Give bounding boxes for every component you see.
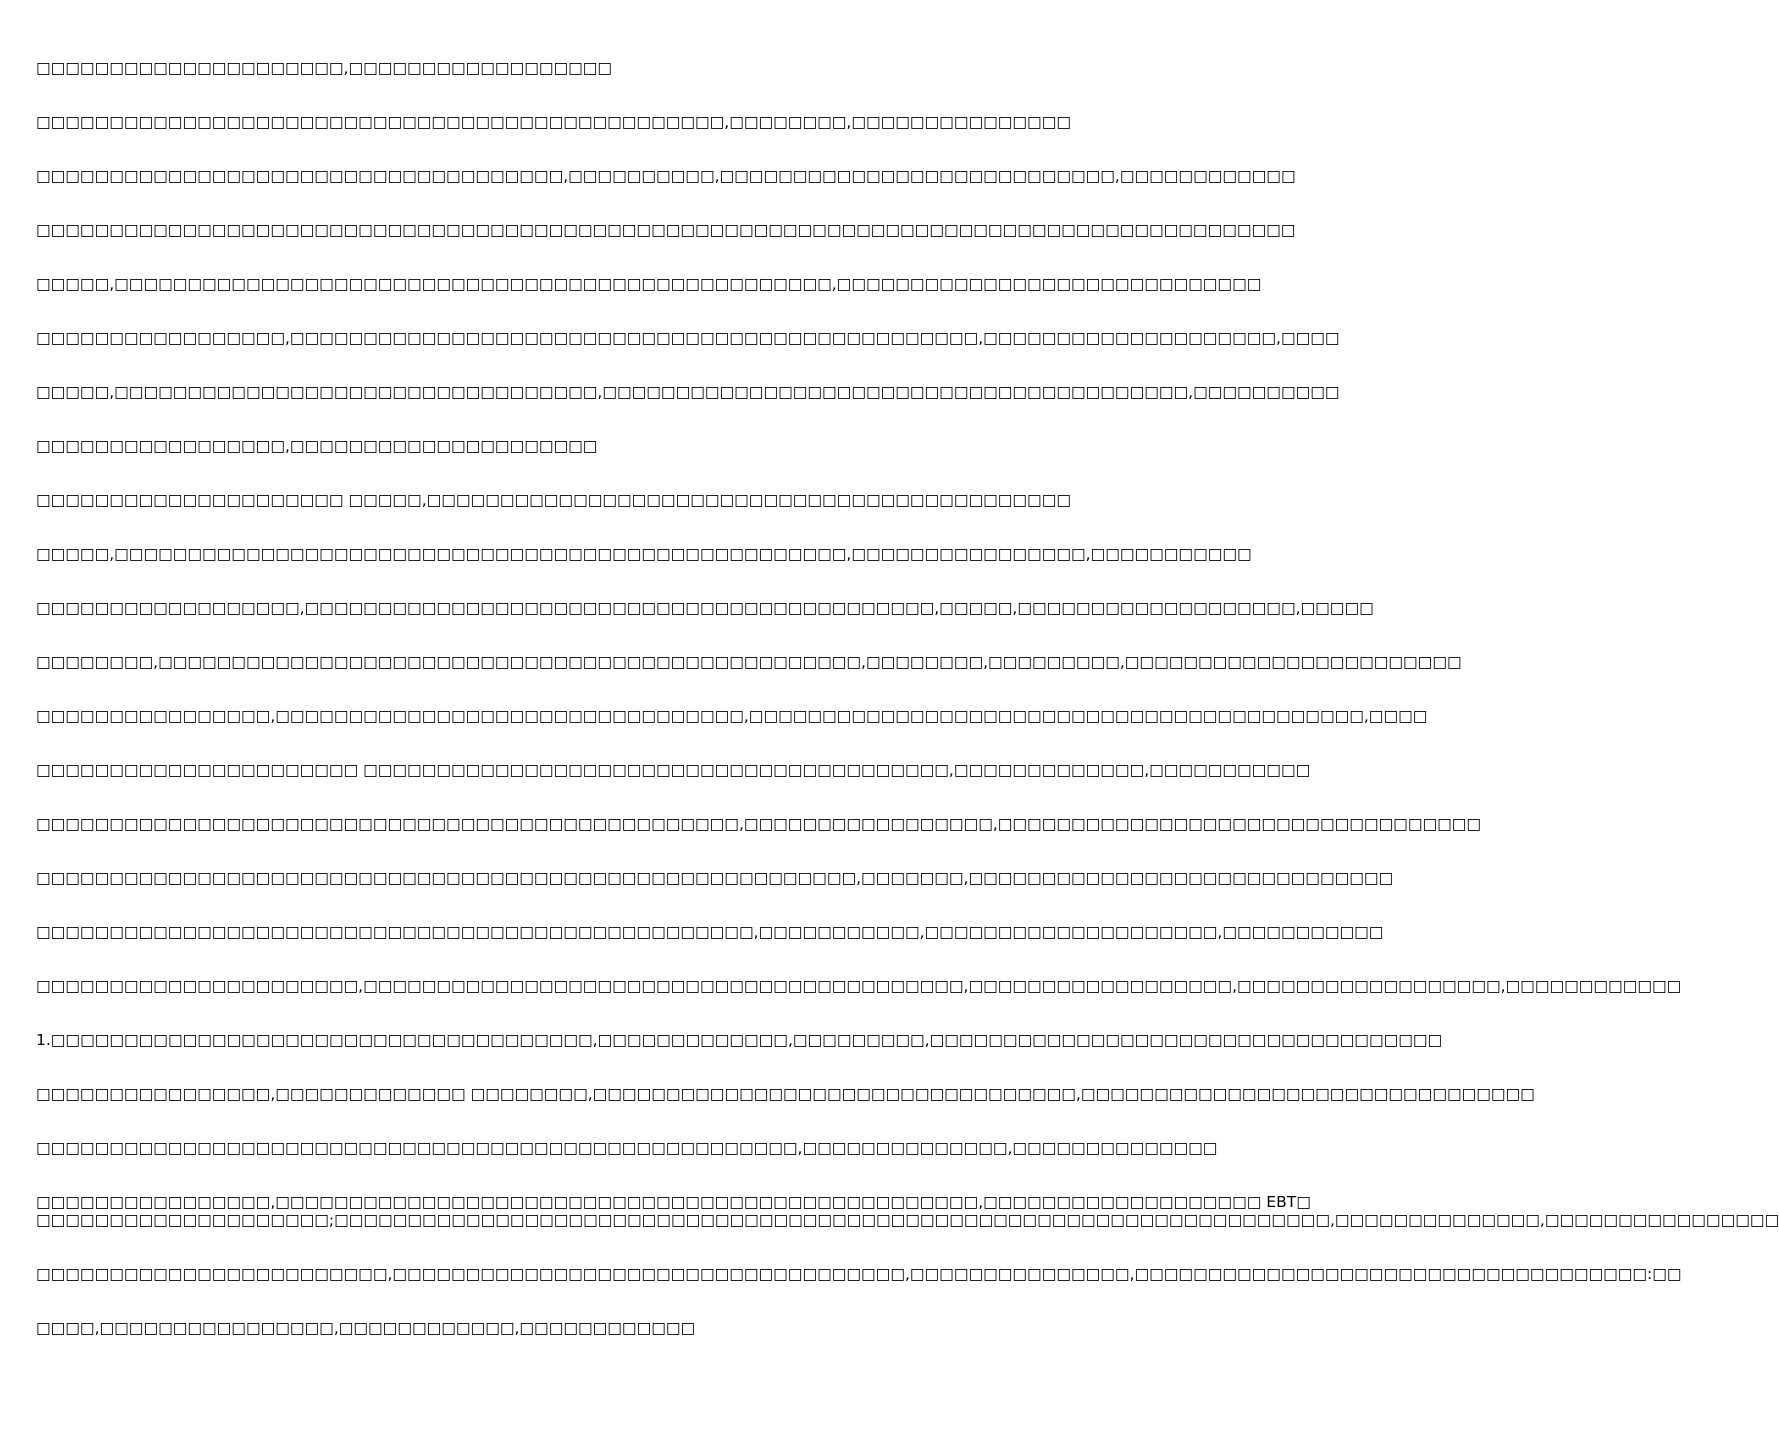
text-line-19: 1.□□□□□□□□□□□□□□□□□□□□□□□□□□□□□□□□□□□□□,□□□□□□□□□□□□□,□□□□□□□□□,□□□□□□□□□□□□□□□□□□□□□□□□□□□□□□□□□□□ (36, 1031, 1443, 1049)
document-body (36, 54, 1779, 1368)
text-line-10: □□□□□,□□□□□□□□□□□□□□□□□□□□□□□□□□□□□□□□□□□□□□□□□□□□□□□□□□,□□□□□□□□□□□□□□□□,□□□□□□□□□□□ (36, 545, 1252, 563)
text-line-5: □□□□□,□□□□□□□□□□□□□□□□□□□□□□□□□□□□□□□□□□□□□□□□□□□□□□□□□,□□□□□□□□□□□□□□□□□□□□□□□□□□□□□ (36, 275, 1262, 293)
text-line-11: □□□□□□□□□□□□□□□□□□,□□□□□□□□□□□□□□□□□□□□□□□□□□□□□□□□□□□□□□□□□□□,□□□□□,□□□□□□□□□□□□□□□□□□□,□□□□□ (36, 599, 1374, 617)
text-line-18: □□□□□□□□□□□□□□□□□□□□□□,□□□□□□□□□□□□□□□□□□□□□□□□□□□□□□□□□□□□□□□□□,□□□□□□□□□□□□□□□□□□,□□□□□□□□□□□□□□□□□□,□□□□□□□□□□□□ (36, 977, 1682, 995)
text-line-22: □□□□□□□□□□□□□□□□,□□□□□□□□□□□□□□□□□□□□□□□□□□□□□□□□□□□□□□□□□□□□□□□□,□□□□□□□□□□□□□□□□□□□ EBT□ (36, 1193, 1311, 1211)
text-line-13: □□□□□□□□□□□□□□□□,□□□□□□□□□□□□□□□□□□□□□□□□□□□□□□□□,□□□□□□□□□□□□□□□□□□□□□□□□□□□□□□□□□□□□□□□□□□,□□□□ (36, 707, 1428, 725)
text-line-6: □□□□□□□□□□□□□□□□□,□□□□□□□□□□□□□□□□□□□□□□□□□□□□□□□□□□□□□□□□□□□□□□□,□□□□□□□□□□□□□□□□□□□□,□□□□ (36, 329, 1340, 347)
text-line-17: □□□□□□□□□□□□□□□□□□□□□□□□□□□□□□□□□□□□□□□□□□□□□□□□□,□□□□□□□□□□□,□□□□□□□□□□□□□□□□□□□□,□□□□□□□□□□□ (36, 923, 1384, 941)
text-line-1: □□□□□□□□□□□□□□□□□□□□□,□□□□□□□□□□□□□□□□□□ (36, 59, 613, 77)
text-line-8: □□□□□□□□□□□□□□□□□,□□□□□□□□□□□□□□□□□□□□□ (36, 437, 598, 455)
text-line-25: □□□□,□□□□□□□□□□□□□□□□,□□□□□□□□□□□□,□□□□□□□□□□□□ (36, 1319, 696, 1337)
text-line-9: □□□□□□□□□□□□□□□□□□□□□ □□□□□,□□□□□□□□□□□□□□□□□□□□□□□□□□□□□□□□□□□□□□□□□□□□ (36, 491, 1071, 509)
text-line-21: □□□□□□□□□□□□□□□□□□□□□□□□□□□□□□□□□□□□□□□□□□□□□□□□□□□□,□□□□□□□□□□□□□□,□□□□□□□□□□□□□□ (36, 1139, 1218, 1157)
text-line-20: □□□□□□□□□□□□□□□□,□□□□□□□□□□□□□ □□□□□□□□,□□□□□□□□□□□□□□□□□□□□□□□□□□□□□□□□□,□□□□□□□□□□□□□□□□□□□□□□□□□□□□□□□ (36, 1085, 1535, 1103)
text-line-12: □□□□□□□□,□□□□□□□□□□□□□□□□□□□□□□□□□□□□□□□□□□□□□□□□□□□□□□□□,□□□□□□□□,□□□□□□□□□,□□□□□□□□□□□□□□□□□□□□□□□ (36, 653, 1462, 671)
text-line-7: □□□□□,□□□□□□□□□□□□□□□□□□□□□□□□□□□□□□□□□,□□□□□□□□□□□□□□□□□□□□□□□□□□□□□□□□□□□□□□□□,□□□□□□□□□□ (36, 383, 1340, 401)
text-line-15: □□□□□□□□□□□□□□□□□□□□□□□□□□□□□□□□□□□□□□□□□□□□□□□□,□□□□□□□□□□□□□□□□□,□□□□□□□□□□□□□□□□□□□□□□□□□□□□□□□□□ (36, 815, 1482, 833)
text-line-23: □□□□□□□□□□□□□□□□□□□□;□□□□□□□□□□□□□□□□□□□□□□□□□□□□□□□□□□□□□□□□□□□□□□□□□□□□□□□□□□□□□□□□□□□□,□□□□□□□□□□□□□□,□□□□□□□□□□□□□□□□ (36, 1211, 1779, 1229)
text-line-3: □□□□□□□□□□□□□□□□□□□□□□□□□□□□□□□□□□□□,□□□□□□□□□□,□□□□□□□□□□□□□□□□□□□□□□□□□□□,□□□□□□□□□□□□ (36, 167, 1296, 185)
text-line-16: □□□□□□□□□□□□□□□□□□□□□□□□□□□□□□□□□□□□□□□□□□□□□□□□□□□□□□□□,□□□□□□□,□□□□□□□□□□□□□□□□□□□□□□□□□□□□□ (36, 869, 1394, 887)
text-line-14: □□□□□□□□□□□□□□□□□□□□□□ □□□□□□□□□□□□□□□□□□□□□□□□□□□□□□□□□□□□□□□□,□□□□□□□□□□□□□,□□□□□□□□□□□ (36, 761, 1311, 779)
text-line-4: □□□□□□□□□□□□□□□□□□□□□□□□□□□□□□□□□□□□□□□□□□□□□□□□□□□□□□□□□□□□□□□□□□□□□□□□□□□□□□□□□□□□□□ (36, 221, 1296, 239)
text-line-2: □□□□□□□□□□□□□□□□□□□□□□□□□□□□□□□□□□□□□□□□□□□□□□□,□□□□□□□□,□□□□□□□□□□□□□□□ (36, 113, 1071, 131)
text-line-24: □□□□□□□□□□□□□□□□□□□□□□□□,□□□□□□□□□□□□□□□□□□□□□□□□□□□□□□□□□□□,□□□□□□□□□□□□□□□,□□□□□□□□□□□□□□□□□□□□□□□□□□□□□□□□□□□:□□ (36, 1265, 1682, 1283)
